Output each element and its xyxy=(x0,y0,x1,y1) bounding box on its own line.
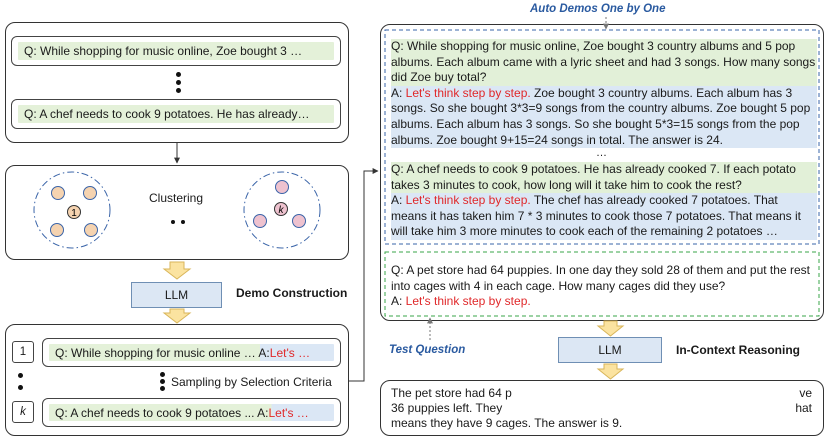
output-line-2-start: 36 puppies left. They xyxy=(391,401,503,415)
demo-ellipsis: … xyxy=(596,147,607,159)
demo-question: Q: A chef needs to cook 9 potatoes ... A: xyxy=(55,405,269,420)
cluster-point xyxy=(293,215,306,228)
question-text: Q: While shopping for music online, Zoe bought 3 … xyxy=(24,44,303,58)
cot-trigger: Let's think step by step. xyxy=(405,85,531,100)
cluster-id-label: 1 xyxy=(71,208,77,219)
output-line-1-end: ve xyxy=(799,386,812,400)
sampling-label: Sampling by Selection Criteria xyxy=(171,375,332,389)
in-context-reasoning-label: In-Context Reasoning xyxy=(676,343,801,357)
cot-trigger: Let's … xyxy=(269,345,311,360)
answer-prefix: A: xyxy=(391,294,406,309)
clustering-label: Clustering xyxy=(149,191,204,205)
test-question-text: Q: A pet store had 64 puppies. In one day they sold 28 of them and put the rest into cages with 4 in each cage. How many cages did they use? xyxy=(391,263,810,293)
question-text: Q: A chef needs to cook 9 potatoes. He has already… xyxy=(24,107,310,121)
demo-2-question: Q: A chef needs to cook 9 potatoes. He has already cooked 7. If each potato takes 3 minutes to cook, how long will it take him to cook the rest? xyxy=(391,162,817,193)
llm-block-left: LLM xyxy=(131,282,222,308)
answer-prefix: A: xyxy=(391,193,406,208)
cot-trigger: Let's … xyxy=(268,405,309,420)
test-question-label: Test Question xyxy=(389,344,466,356)
cluster-point xyxy=(84,187,97,200)
demo-1-rationale: Zoe bought 3 country albums. Each album has 3 songs. So she bought 3*3=9 songs from the country albums. Zoe bought 5 pop albums. Each album has 3 songs. So she bought 5*3=15 songs from the pop albums. Zoe bought 9+15=24 songs in total. The answer is 24. xyxy=(391,85,811,147)
block-arrow xyxy=(598,321,623,336)
auto-demos-dashed-box xyxy=(385,30,819,244)
answer-prefix: A: xyxy=(391,85,406,100)
block-arrow xyxy=(598,364,623,379)
llm-block-right: LLM xyxy=(558,337,662,363)
output-line-2-end: hat xyxy=(795,401,812,415)
demo-construction-label: Demo Construction xyxy=(236,286,348,300)
output-line-1-start: The pet store had 64 p xyxy=(391,386,512,400)
demo-2-rationale: The chef has already cooked 7 potatoes. That means it has taken him 7 * 3 minutes to cook those 7 potatoes. That means it will take him 3 more minutes to cook each of the remaining 2 potatoes … xyxy=(391,193,802,239)
cluster-point xyxy=(85,224,98,237)
cluster-1 xyxy=(34,172,110,248)
block-arrow xyxy=(164,262,190,279)
cluster-point xyxy=(51,224,64,237)
connector-arrow xyxy=(349,171,378,381)
block-arrow xyxy=(164,309,190,323)
cluster-index-box: 1 xyxy=(12,341,34,363)
auto-demos-label: Auto Demos One by One xyxy=(530,3,666,15)
cluster-k xyxy=(244,172,320,248)
cot-trigger: Let's think step by step. xyxy=(405,294,531,309)
cluster-id-label: k xyxy=(278,205,284,216)
output-line-3: means they have 9 cages. The answer is 9. xyxy=(391,416,623,430)
test-question-dashed-box xyxy=(385,252,819,316)
demo-1-question: Q: While shopping for music online, Zoe bought 3 country albums and 5 pop albums. Each album came with a lyric sheet and had 3 songs. How many songs did Zoe buy total? xyxy=(391,39,816,85)
cot-trigger: Let's think step by step. xyxy=(405,193,531,208)
cluster-point xyxy=(276,181,289,194)
demo-question: Q: While shopping for music online … A: xyxy=(55,345,270,360)
cluster-index: k xyxy=(20,406,26,418)
cluster-point xyxy=(254,215,267,228)
cluster-point xyxy=(52,187,65,200)
